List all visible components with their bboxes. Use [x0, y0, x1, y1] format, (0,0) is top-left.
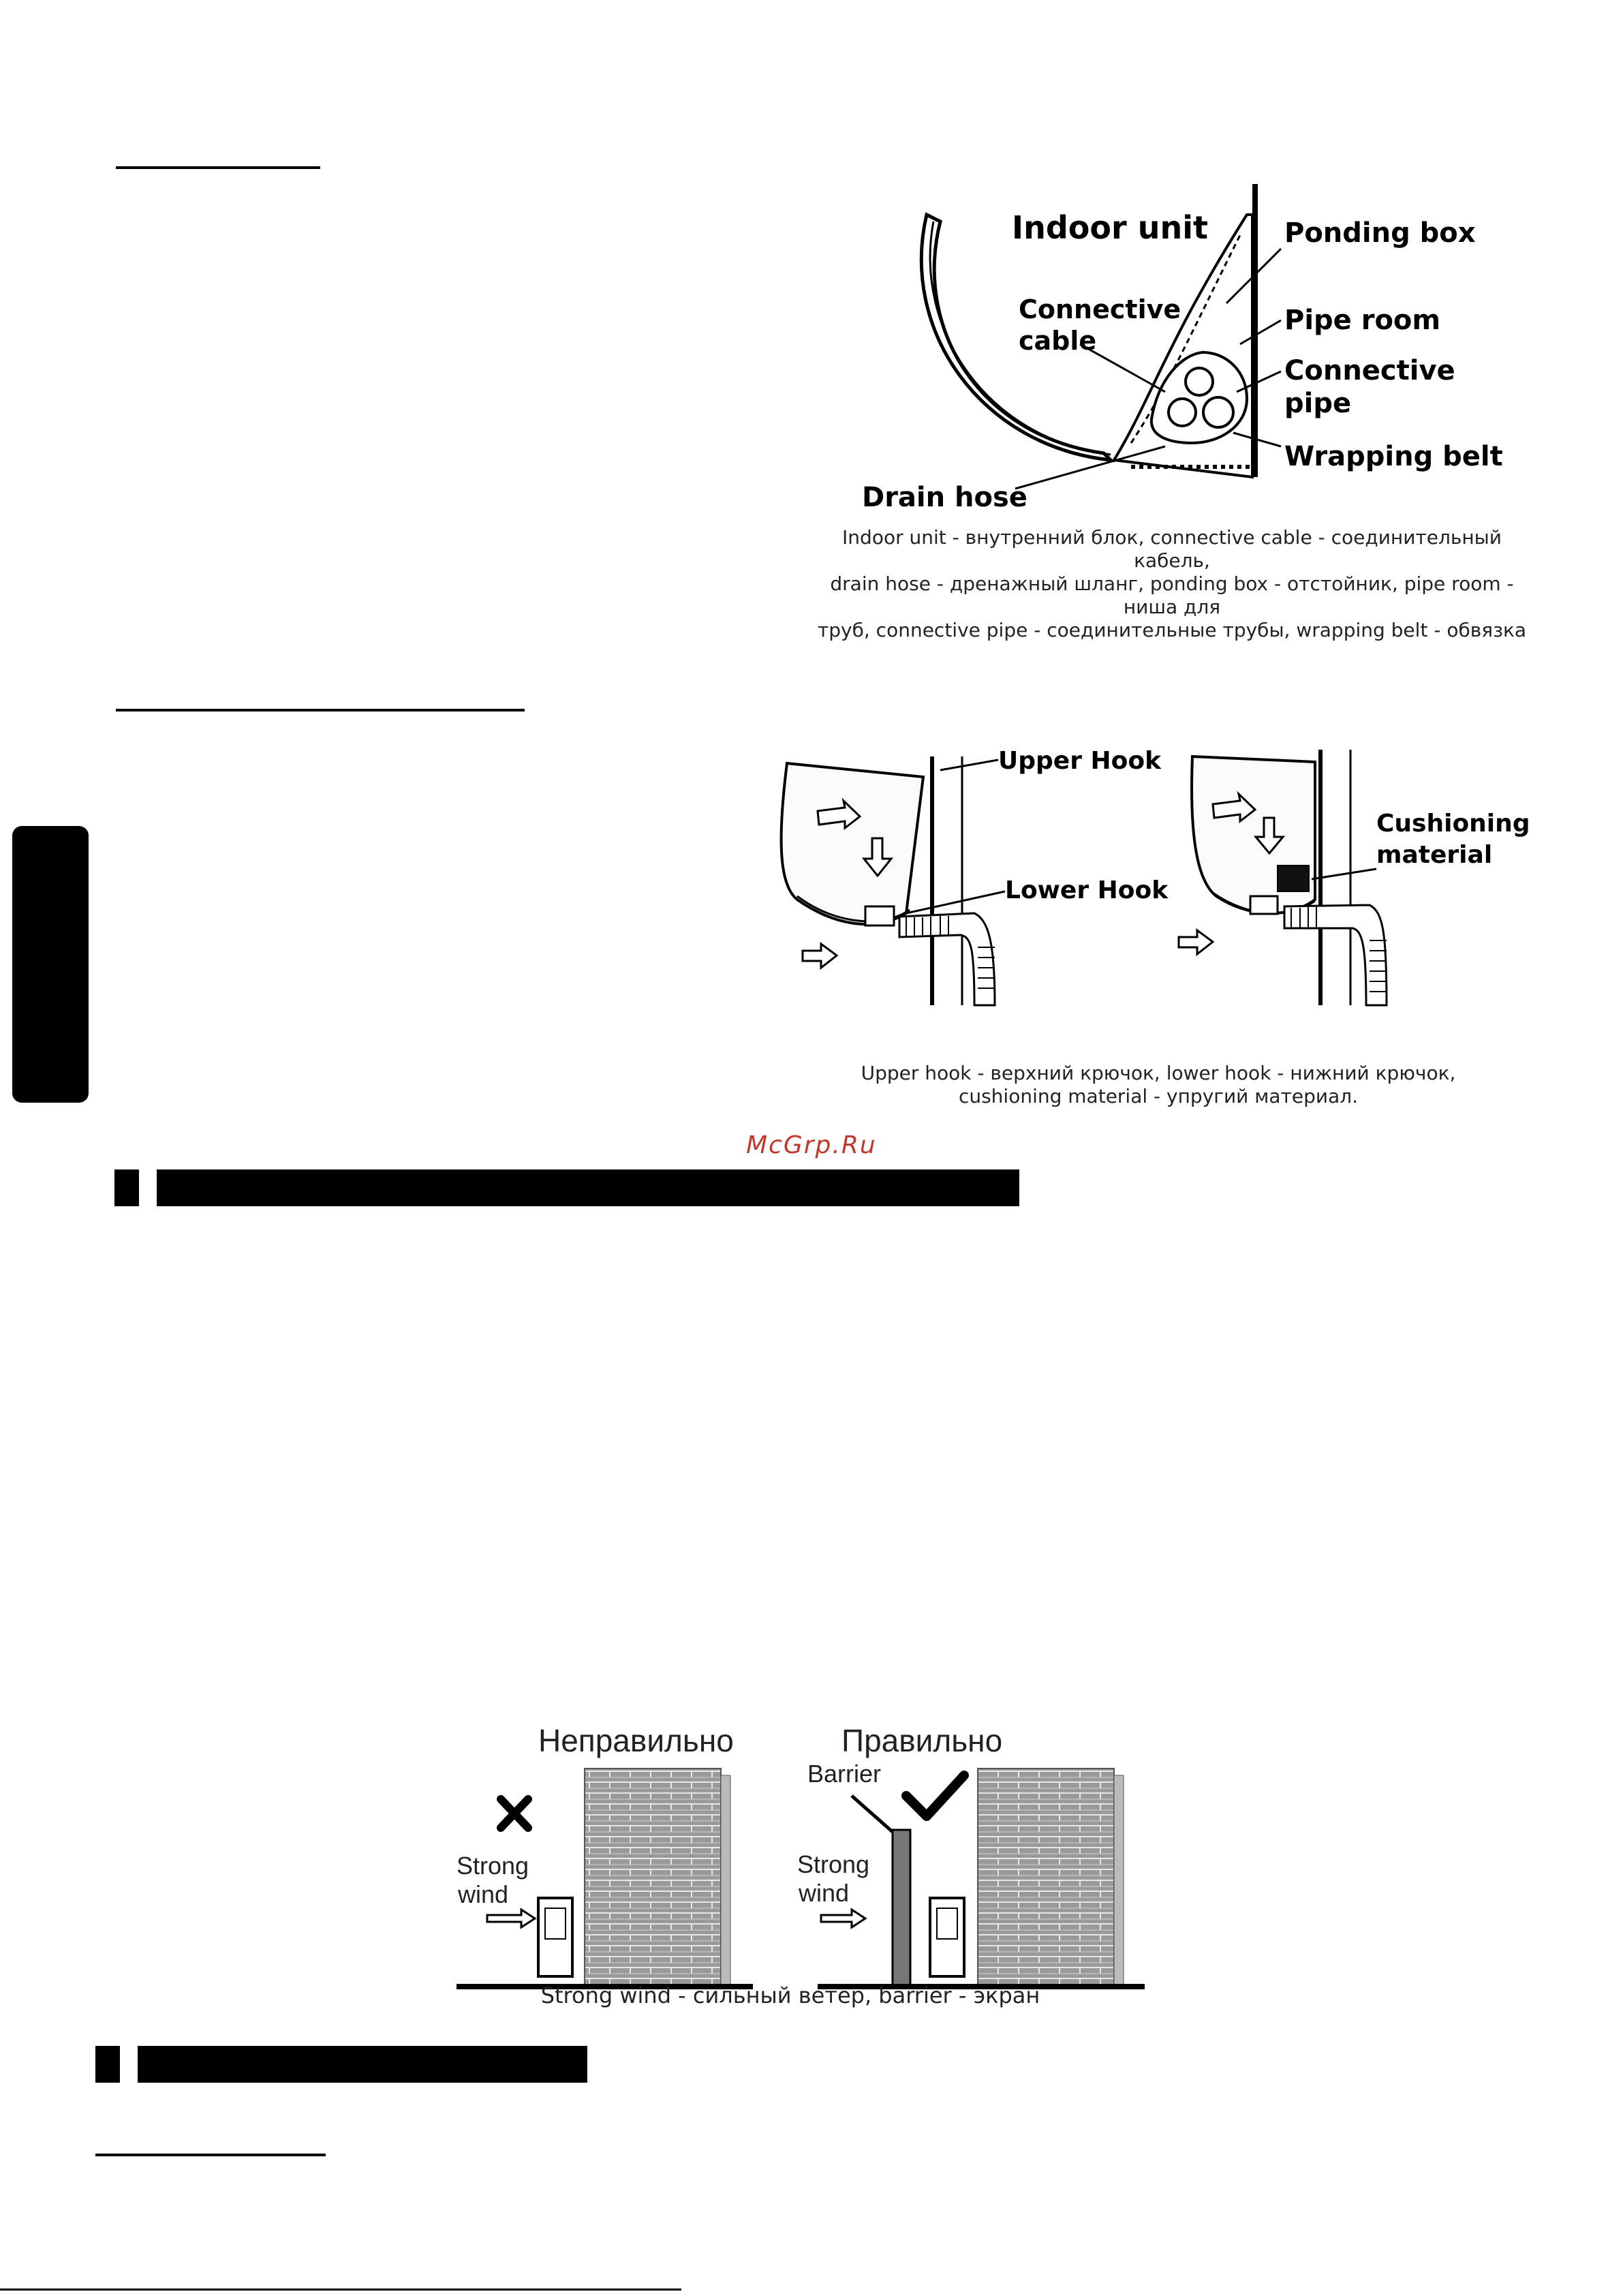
hook-panel-left — [782, 747, 1169, 1005]
label-strong-wind-1a: Strong — [457, 1852, 529, 1880]
hook-panel-right — [1179, 750, 1530, 1005]
lower-hook-block-left — [865, 906, 894, 925]
pipe-bundle-outline — [1151, 352, 1247, 443]
label-connective-pipe-2: pipe — [1284, 388, 1352, 419]
label-indoor-unit: Indoor unit — [1012, 209, 1208, 246]
arrow-bottom-left — [803, 944, 837, 968]
label-connective-cable-1: Connective — [1019, 294, 1181, 324]
heading-underline-2 — [116, 709, 525, 711]
figure1-caption — [804, 526, 1540, 642]
outdoor-unit-wrong — [538, 1898, 572, 1976]
figure-strong-wind-barrier — [457, 1717, 1172, 2010]
heading-underline-3 — [95, 2154, 326, 2156]
leader-lower-hook — [906, 891, 1005, 913]
building-right — [978, 1769, 1114, 1987]
label-strong-wind-1b: wind — [458, 1880, 509, 1908]
label-wrong: Неправильно — [538, 1723, 734, 1758]
lower-hook-block-right — [1250, 896, 1278, 914]
label-pipe-room: Pipe room — [1284, 305, 1441, 336]
label-lower-hook: Lower Hook — [1005, 876, 1169, 904]
figure1-caption-line: труб, connective pipe - соединительные трубы, wrapping belt - обвязка — [817, 619, 1527, 641]
wind-arrow-2 — [821, 1910, 865, 1927]
label-strong-wind-2b: wind — [799, 1879, 850, 1907]
section-heading-bar-1 — [157, 1169, 1019, 1206]
outdoor-unit-right — [930, 1898, 964, 1976]
section-marker-1 — [114, 1169, 139, 1206]
label-wrapping-belt: Wrapping belt — [1284, 441, 1503, 472]
cushioning-block — [1278, 866, 1309, 891]
label-cushioning-1: Cushioning — [1376, 810, 1530, 838]
leader-pipe-room — [1240, 320, 1281, 344]
arrow-bottom-right — [1179, 930, 1213, 954]
wrong-cross-icon — [501, 1799, 528, 1828]
label-connective-pipe-1: Connective — [1284, 355, 1455, 386]
label-barrier: Barrier — [807, 1760, 882, 1788]
correct-check-icon — [906, 1775, 964, 1816]
label-upper-hook: Upper Hook — [998, 747, 1162, 775]
label-ponding-box: Ponding box — [1284, 217, 1476, 249]
figure1-caption-line: Indoor unit - внутренний блок, connective cable - соединительный кабель, — [842, 526, 1502, 572]
side-section-tab — [12, 826, 89, 1103]
figure2-caption — [804, 1062, 1513, 1108]
barrier-leader — [852, 1796, 893, 1832]
heading-underline-1 — [116, 166, 320, 169]
footer-rule — [0, 2289, 681, 2291]
figure3-caption: Strong wind - сильный ветер, barrier - экран — [540, 1983, 1040, 2008]
label-strong-wind-2a: Strong — [797, 1850, 870, 1878]
wrong-installation-panel — [457, 1723, 753, 1987]
figure-indoor-unit-piping — [811, 174, 1533, 528]
barrier-screen — [893, 1830, 910, 1985]
section-marker-2 — [95, 2046, 120, 2083]
label-right: Правильно — [841, 1723, 1003, 1758]
building-wrong — [585, 1769, 721, 1987]
figure2-caption-line: Upper hook - верхний крючок, lower hook - нижний крючок, — [861, 1062, 1456, 1084]
label-cushioning-2: material — [1376, 841, 1493, 869]
figure1-caption-line: drain hose - дренажный шланг, ponding box - отстойник, pipe room - ниша для — [830, 572, 1514, 618]
label-connective-cable-2: cable — [1019, 326, 1097, 356]
watermark: McGrp.Ru — [746, 1131, 877, 1159]
figure-mounting-hooks — [770, 743, 1533, 1015]
right-installation-panel — [797, 1723, 1145, 1987]
figure2-caption-line: cushioning material - упругий материал. — [958, 1085, 1359, 1107]
section-heading-bar-2 — [138, 2046, 587, 2083]
wind-arrow-1 — [487, 1910, 535, 1927]
leader-upper-hook — [940, 760, 998, 770]
label-drain-hose: Drain hose — [862, 482, 1027, 513]
